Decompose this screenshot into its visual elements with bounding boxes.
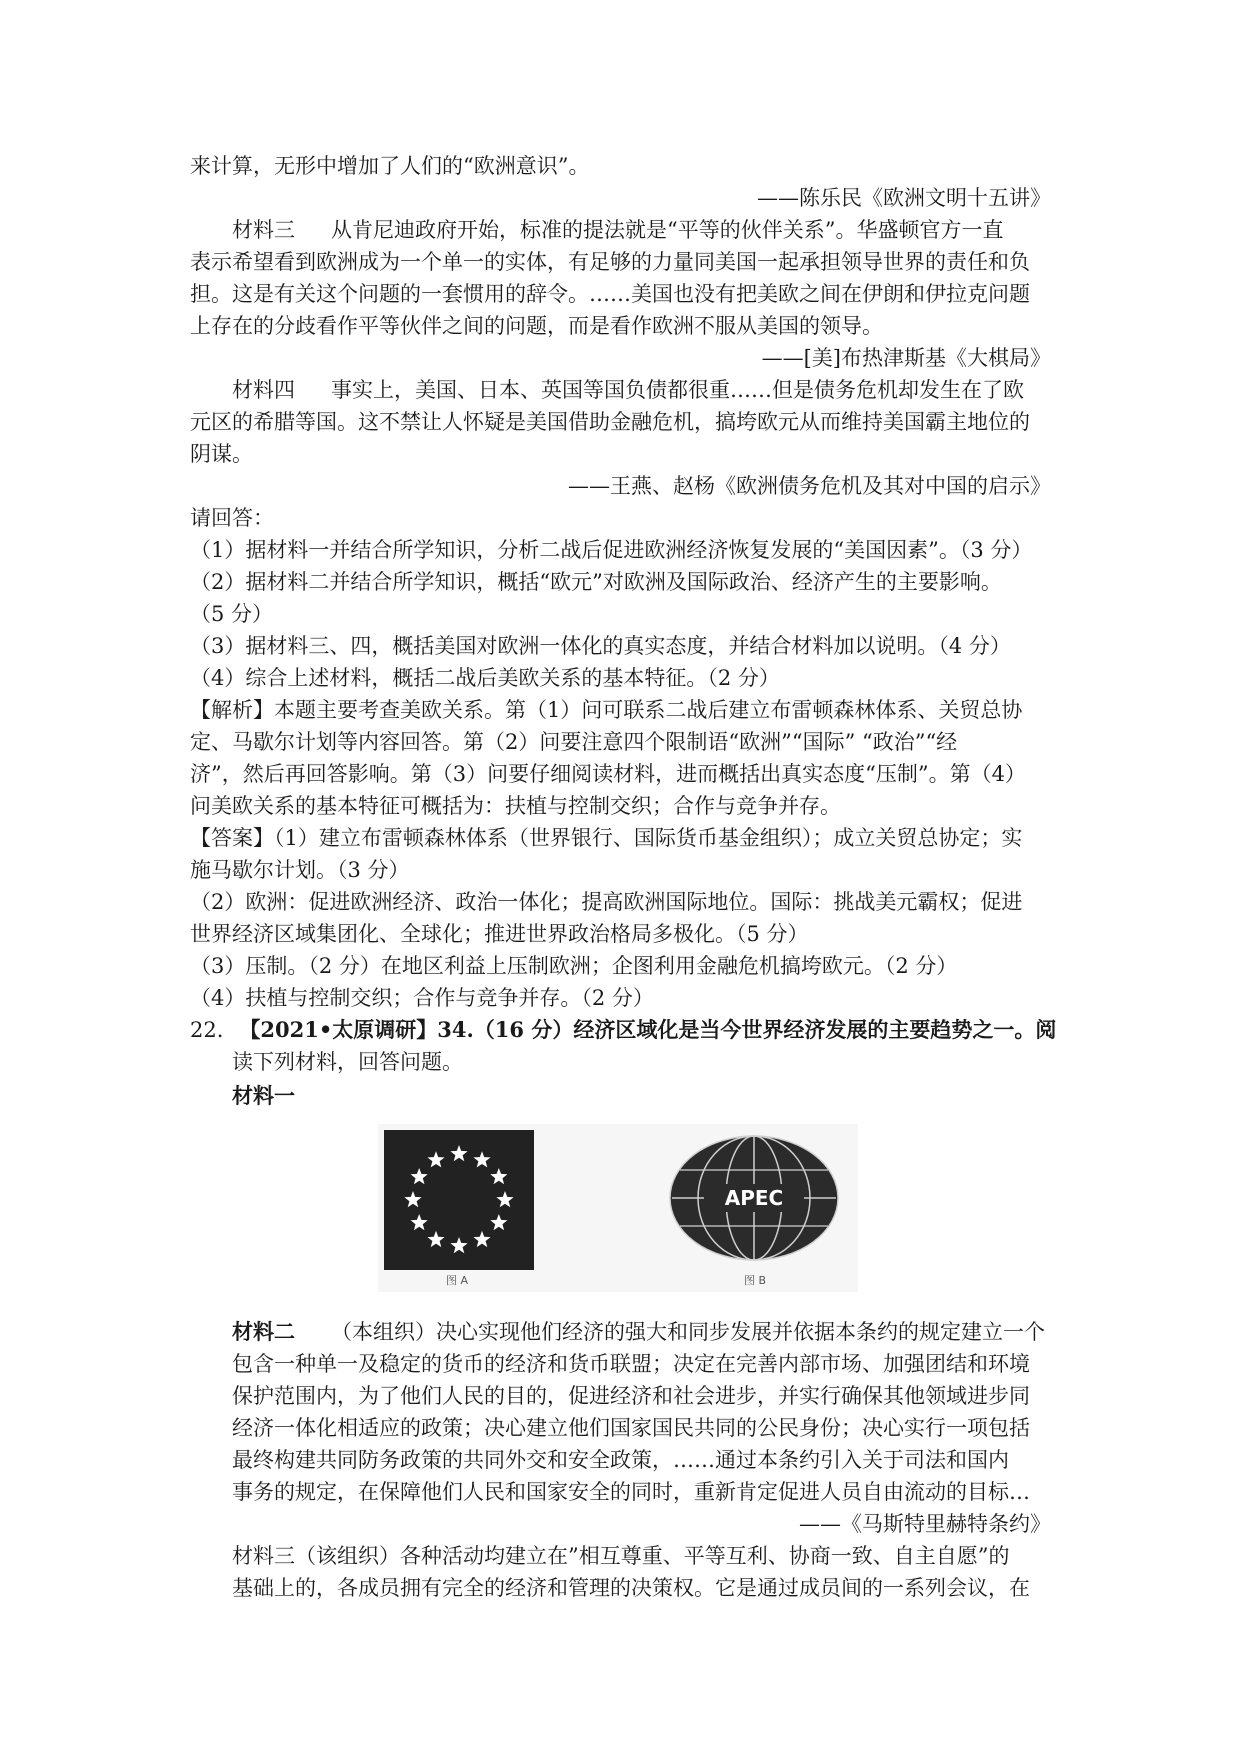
text-line: 包含一种单一及稳定的货币的经济和货币联盟；决定在完善内部市场、加强团结和环境 [232, 1352, 1030, 1376]
material-3-label: 材料三 [232, 218, 295, 242]
answer-line: （2）欧洲：促进欧洲经济、政治一体化；提高欧洲国际地位。国际：挑战美元霸权；促进 [190, 890, 1023, 914]
text-line: 表示希望看到欧洲成为一个单一的实体，有足够的力量同美国一起承担领导世界的责任和负 [190, 250, 1030, 274]
question-3: （3）据材料三、四，概括美国对欧洲一体化的真实态度，并结合材料加以说明。（4 分） [190, 634, 1011, 658]
question-2: （2）据材料二并结合所学知识，概括“欧元”对欧洲及国际政治、经济产生的主要影响。 [190, 570, 1002, 594]
text-line: 担。这是有关这个问题的一套惯用的辞令。……美国也没有把美欧之间在伊朗和伊拉克问题 [190, 282, 1030, 306]
material-3b-line: 材料三（该组织）各种活动均建立在”相互尊重、平等互利、协商一致、自主自愿”的 [232, 1544, 1010, 1568]
apec-logo-text: APEC [724, 1186, 784, 1210]
material-3-line [232, 214, 1102, 246]
text-line: （本组织）决心实现他们经济的强大和同步发展并依据本条约的规定建立一个 [331, 1320, 1045, 1344]
material-2-label: 材料二 [232, 1319, 295, 1344]
analysis-line: 【解析】本题主要考查美欧关系。第（1）问可联系二战后建立布雷顿森林体系、关贸总协 [190, 698, 1023, 722]
text-line: 上存在的分歧看作平等伙伴之间的问题，而是看作欧洲不服从美国的领导。 [190, 314, 883, 338]
eu-flag-image [384, 1130, 534, 1270]
text-line: 元区的希腊等国。这不禁让人怀疑是美国借助金融危机，搞垮欧元从而维持美国霸主地位的 [190, 410, 1030, 434]
answer-line: （3）压制。（2 分）在地区利益上压制欧洲；企图利用金融危机搞垮欧元。（2 分） [190, 954, 958, 978]
apec-logo-image [666, 1132, 842, 1264]
answer-line: 【答案】（1）建立布雷顿森林体系（世界银行、国际货币基金组织）；成立关贸总协定；实 [190, 826, 1023, 850]
figure-a-caption: 图 A [446, 1274, 469, 1287]
question-4: （4）综合上述材料，概括二战后美欧关系的基本特征。（2 分） [190, 666, 780, 690]
text-line: 基础上的，各成员拥有完全的经济和管理的决策权。它是通过成员间的一系列会议，在 [232, 1576, 1030, 1600]
analysis-line: 定、马歇尔计划等内容回答。第（2）问要注意四个限制语“欧洲”“国际” “政治”“经 [190, 730, 958, 754]
question-1: （1）据材料一并结合所学知识，分析二战后促进欧洲经济恢复发展的“美国因素”。（3 分） [190, 538, 1033, 562]
material-2-line [232, 1316, 1102, 1348]
text-line: 从肯尼迪政府开始，标准的提法就是“平等的伙伴关系”。华盛顿官方一直 [331, 218, 1004, 242]
question-number: 22. [190, 1018, 224, 1042]
text-line: 来计算，无形中增加了人们的“欧洲意识”。 [190, 154, 590, 178]
citation: ——王燕、赵杨《欧洲债务危机及其对中国的启示》 [568, 474, 1051, 498]
text-line: 事实上，美国、日本、英国等国负债都很重……但是债务危机却发生在了欧 [331, 378, 1024, 402]
question-prompt: 请回答： [190, 506, 274, 530]
material-4-label: 材料四 [232, 378, 295, 402]
text-line: 阴谋。 [190, 442, 253, 466]
material-1-label: 材料一 [232, 1083, 295, 1108]
question-22-header [190, 1014, 1060, 1046]
material-1-figure [378, 1124, 858, 1292]
text-line: 保护范围内，为了他们人民的目的，促进经济和社会进步，并实行确保其他领域进步同 [232, 1384, 1030, 1408]
answer-line: 世界经济区域集团化、全球化；推进世界政治格局多极化。（5 分） [190, 922, 809, 946]
text-line: 经济一体化相适应的政策；决心建立他们国家国民共同的公民身份；决心实行一项包括 [232, 1416, 1030, 1440]
analysis-line: 问美欧关系的基本特征可概括为：扶植与控制交织；合作与竞争并存。 [190, 794, 841, 818]
answer-line: 施马歇尔计划。（3 分） [190, 858, 410, 882]
question-22-text: 【2021•太原调研】34.（16 分）经济区域化是当今世界经济发展的主要趋势之一。阅 [239, 1017, 1057, 1042]
citation: ——[美]布热津斯基《大棋局》 [761, 346, 1051, 370]
question-22-text: 读下列材料，回答问题。 [232, 1050, 463, 1074]
citation: ——陈乐民《欧洲文明十五讲》 [757, 186, 1051, 210]
citation: ——《马斯特里赫特条约》 [799, 1512, 1051, 1536]
star-circle-icon [384, 1130, 534, 1270]
material-4-line [232, 374, 1102, 406]
answer-line: （4）扶植与控制交织；合作与竞争并存。（2 分） [190, 986, 654, 1010]
question-2-score: （5 分） [190, 602, 274, 626]
text-line: 最终构建共同防务政策的共同外交和安全政策，……通过本条约引入关于司法和国内 [232, 1448, 1009, 1472]
analysis-line: 济”，然后再回答影响。第（3）问要仔细阅读材料，进而概括出真实态度“压制”。第（4） [190, 762, 1026, 786]
text-line: 事务的规定，在保障他们人民和国家安全的同时，重新肯定促进人员自由流动的目标… [232, 1480, 1030, 1504]
globe-icon [666, 1132, 842, 1264]
figure-b-caption: 图 B [744, 1274, 767, 1287]
